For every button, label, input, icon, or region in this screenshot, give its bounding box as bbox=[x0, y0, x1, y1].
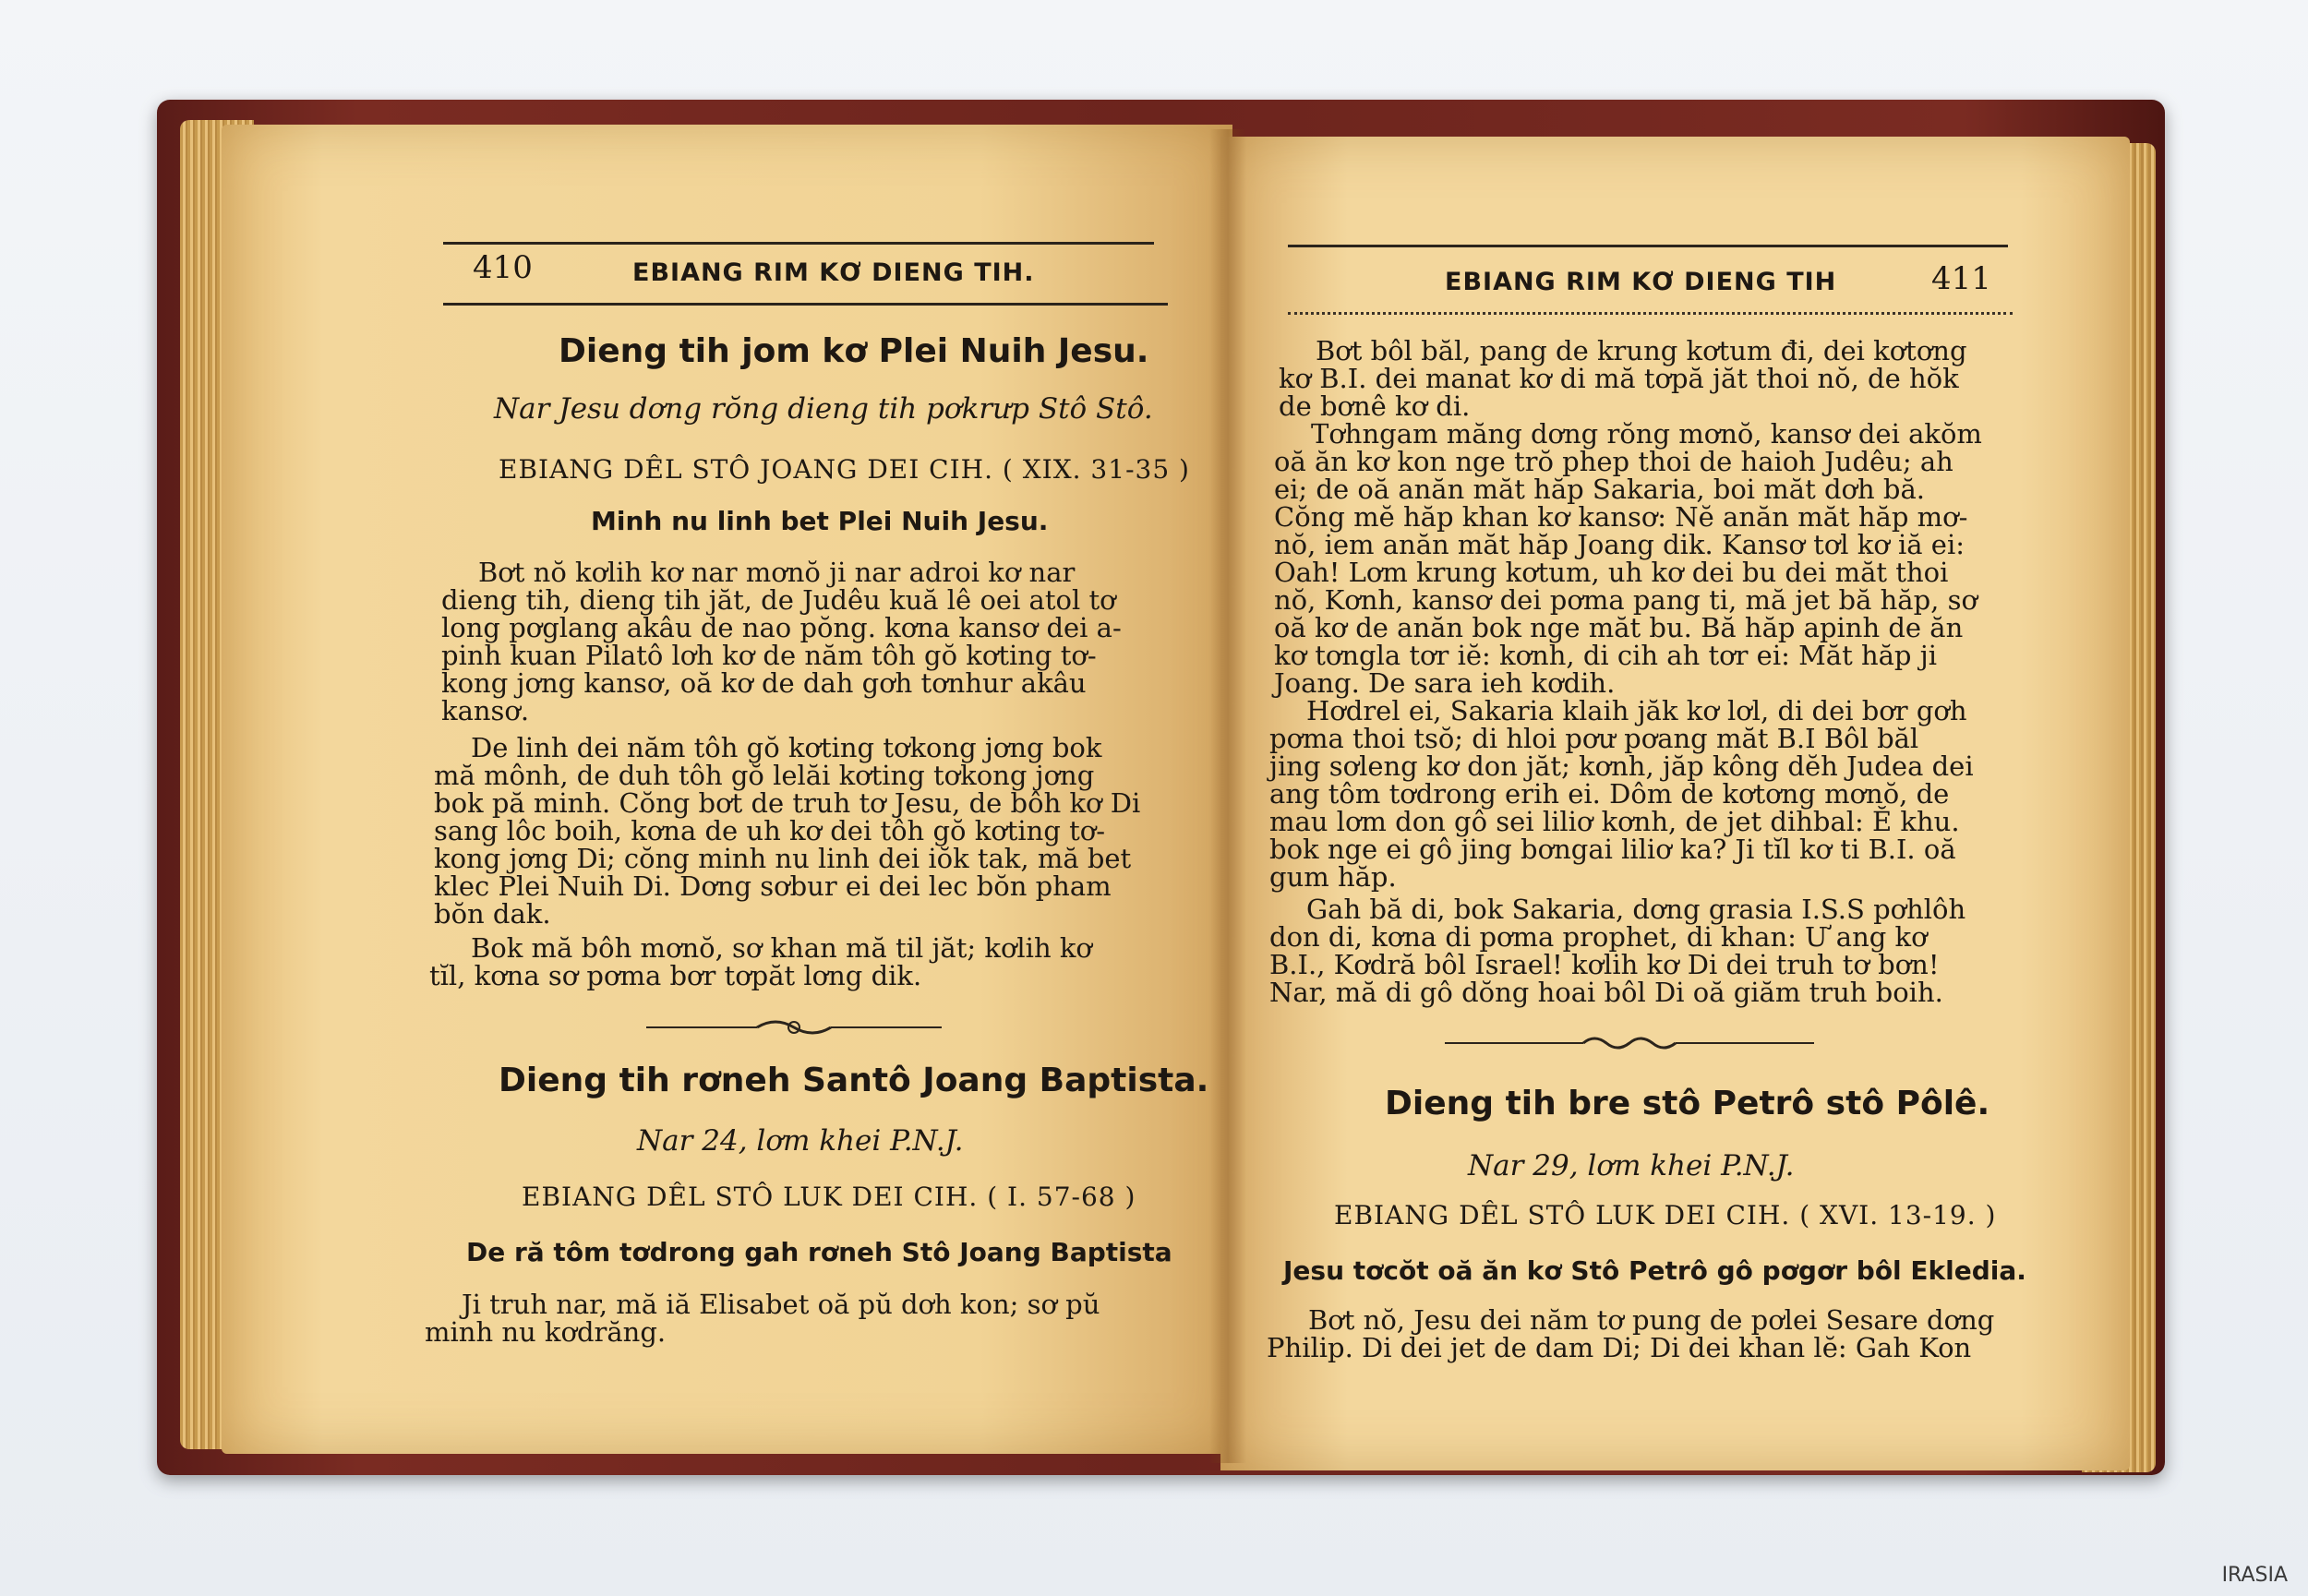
text-line: kong jơng kansơ, oă kơ de dah gơh tơnhur akâu bbox=[441, 667, 1087, 699]
watermark: IRASIA bbox=[2221, 1564, 2288, 1587]
paragraph bbox=[434, 734, 1140, 928]
text-line: Tơhngam măng dơng rŏng mơnŏ, kansơ dei akŏm bbox=[1311, 418, 1982, 450]
scripture-reference: EBIANG DÊL STÔ LUK DEI CIH. ( XVI. 13-19. ) bbox=[1334, 1200, 1997, 1230]
text-line: Bơt nŏ kơlih kơ nar mơnŏ ji nar adroi kơ nar bbox=[478, 557, 1076, 588]
page-number-left: 410 bbox=[473, 249, 533, 286]
section-subtitle: Nar 24, lơm khei P.N.J. bbox=[637, 1124, 964, 1158]
header-rule-top-left bbox=[443, 242, 1154, 245]
section-subtitle: Nar Jesu dơng rŏng dieng tih pơkrưp Stô Stô. bbox=[494, 392, 1153, 426]
paragraph bbox=[1269, 697, 1974, 891]
ornament-divider bbox=[646, 1014, 942, 1041]
text-line: jing sơleng kơ don jăt; kơnh, jăp kông dĕh Judea dei bbox=[1269, 750, 1974, 782]
section-title: Dieng tih bre stô Petrô stô Pôlê. bbox=[1385, 1085, 1990, 1122]
section-title: Dieng tih rơneh Santô Joang Baptista. bbox=[499, 1062, 1209, 1099]
paragraph bbox=[1269, 895, 1965, 1006]
header-rule-bottom-left bbox=[443, 303, 1168, 306]
text-line: klec Plei Nuih Di. Dơng sơbur ei dei lec bŏn pham bbox=[434, 870, 1112, 902]
text-line: long pơglang akâu de nao pŏng. kơna kansơ dei a- bbox=[441, 612, 1122, 643]
section-title: Dieng tih jom kơ Plei Nuih Jesu. bbox=[559, 332, 1149, 370]
text-line: Nar, mă di gô dŏng hoai bôl Di oă giăm truh boih. bbox=[1269, 977, 1943, 1008]
text-line: ei; de oă anăn măt hăp Sakaria, boi măt dơh bă. bbox=[1274, 474, 1925, 505]
text-line: Bơt nŏ, Jesu dei năm tơ pung de pơlei Sesare dơng bbox=[1308, 1304, 1995, 1336]
text-line: de bơnê kơ di. bbox=[1279, 390, 1471, 422]
text-line: nŏ, Kơnh, kansơ dei pơma pang ti, mă jet bă hăp, sơ bbox=[1274, 584, 1977, 616]
text-line: kơ B.I. dei manat kơ di mă tơpă jăt thoi nŏ, de hŏk bbox=[1279, 363, 1959, 394]
text-line: tĭl, kơna sơ pơma bơr tơpăt lơng dik. bbox=[429, 960, 922, 991]
text-line: gum hăp. bbox=[1269, 861, 1397, 893]
text-line: Cŏng mĕ hăp khan kơ kansơ: Nĕ anăn măt hăp mơ- bbox=[1274, 501, 1968, 533]
text-line: oă ăn kơ kon nge trŏ phep thoi de haioh Judêu; ah bbox=[1274, 446, 1953, 477]
text-line: minh nu kơdrăng. bbox=[425, 1316, 667, 1348]
text-line: kơ tơngla tơr iĕ: kơnh, di cih ah tơr ei: Măt hăp ji bbox=[1274, 640, 1937, 671]
section-heading: De ră tôm tơdrong gah rơneh Stô Joang Baptista bbox=[466, 1237, 1172, 1267]
text-line: pinh kuan Pilatô lơh kơ de năm tôh gŏ kơting tơ- bbox=[441, 640, 1097, 671]
header-rule-bottom-right bbox=[1288, 312, 2013, 315]
text-line: nŏ, iem anăn măt hăp Joang dik. Kansơ tơl kơ iă ei: bbox=[1274, 529, 1965, 560]
running-head-left: EBIANG RIM KƠ DIENG TIH. bbox=[632, 258, 1035, 287]
text-line: mau lơm don gô sei liliơ kơnh, de jet dihbal: Ĕ khu. bbox=[1269, 806, 1960, 837]
paragraph bbox=[441, 558, 1122, 725]
text-line: Gah bă di, bok Sakaria, dơng grasia I.S.S pơhlôh bbox=[1306, 894, 1966, 925]
paragraph bbox=[1274, 420, 1982, 697]
page-number-right: 411 bbox=[1931, 260, 1991, 297]
text-line: bok pă minh. Cŏng bơt de truh tơ Jesu, de bôh kơ Di bbox=[434, 787, 1141, 819]
text-line: kong jơng Di; cŏng minh nu linh dei iŏk tak, mă bet bbox=[434, 843, 1132, 874]
text-line: Bơt bôl băl, pang de krung kơtum đi, dei kơtơng bbox=[1316, 335, 1967, 366]
text-line: bok nge ei gô jing bơngai liliơ ka? Ji tĭl kơ ti B.I. oă bbox=[1269, 834, 1956, 865]
text-line: Hơdrel ei, Sakaria klaih jăk kơ lơl, di dei bơr gơh bbox=[1306, 695, 1967, 726]
scripture-reference: EBIANG DÊL STÔ JOANG DEI CIH. ( XIX. 31-35 ) bbox=[499, 454, 1190, 485]
text-line: B.I., Kơdră bôl Israel! kơlih kơ Di dei truh tơ bơn! bbox=[1269, 949, 1940, 980]
text-line: Bok mă bôh mơnŏ, sơ khan mă til jăt; kơlih kơ bbox=[471, 932, 1092, 964]
text-line: De linh dei năm tôh gŏ kơting tơkong jơng bok bbox=[471, 732, 1102, 763]
paragraph bbox=[429, 934, 1092, 990]
text-line: don di, kơna di pơma prophet, di khan: Ư ang kơ bbox=[1269, 921, 1928, 953]
text-line: bŏn dak. bbox=[434, 898, 551, 930]
scripture-reference: EBIANG DÊL STÔ LUK DEI CIH. ( I. 57-68 ) bbox=[522, 1182, 1136, 1212]
section-heading: Minh nu linh bet Plei Nuih Jesu. bbox=[591, 506, 1049, 536]
running-head-right: EBIANG RIM KƠ DIENG TIH bbox=[1445, 268, 1837, 296]
text-line: ang tôm tơdrong erih ei. Dôm de kơtơng mơnŏ, de bbox=[1269, 778, 1950, 810]
text-line: oă kơ de anăn bok nge măt bu. Bă hăp apinh de ăn bbox=[1274, 612, 1964, 643]
text-line: sang lôc boih, kơna de uh kơ dei tôh gŏ kơting tơ- bbox=[434, 815, 1106, 846]
header-rule-top-right bbox=[1288, 245, 2008, 247]
text-line: pơma thoi tsŏ; di hloi pơư pơang măt B.I Bôl băl bbox=[1269, 723, 1919, 754]
book-gutter bbox=[1209, 129, 1246, 1463]
text-line: Oah! Lơm krung kơtum, uh kơ dei bu dei măt thoi bbox=[1274, 557, 1949, 588]
text-line: kansơ. bbox=[441, 695, 530, 726]
text-line: Ji truh nar, mă iă Elisabet oă pŭ dơh kon; sơ pŭ bbox=[462, 1289, 1100, 1320]
section-subtitle: Nar 29, lơm khei P.N.J. bbox=[1468, 1149, 1795, 1182]
paragraph bbox=[425, 1290, 1100, 1346]
text-line: mă mônh, de duh tôh gŏ lelăi kơting tơkong jơng bbox=[434, 760, 1095, 791]
paragraph bbox=[1279, 337, 1967, 420]
section-heading: Jesu tơcŏt oă ăn kơ Stô Petrô gô pơgơr bôl Ekledia. bbox=[1283, 1255, 2026, 1286]
paragraph bbox=[1267, 1306, 1994, 1362]
text-line: dieng tih, dieng tih jăt, de Judêu kuă lê oei atol tơ bbox=[441, 584, 1116, 616]
text-line: Philip. Di dei jet de dam Di; Di dei khan lĕ: Gah Kon bbox=[1267, 1332, 1972, 1363]
ornament-divider bbox=[1445, 1029, 1814, 1057]
text-line: Joang. De sara ieh kơdih. bbox=[1274, 667, 1616, 699]
